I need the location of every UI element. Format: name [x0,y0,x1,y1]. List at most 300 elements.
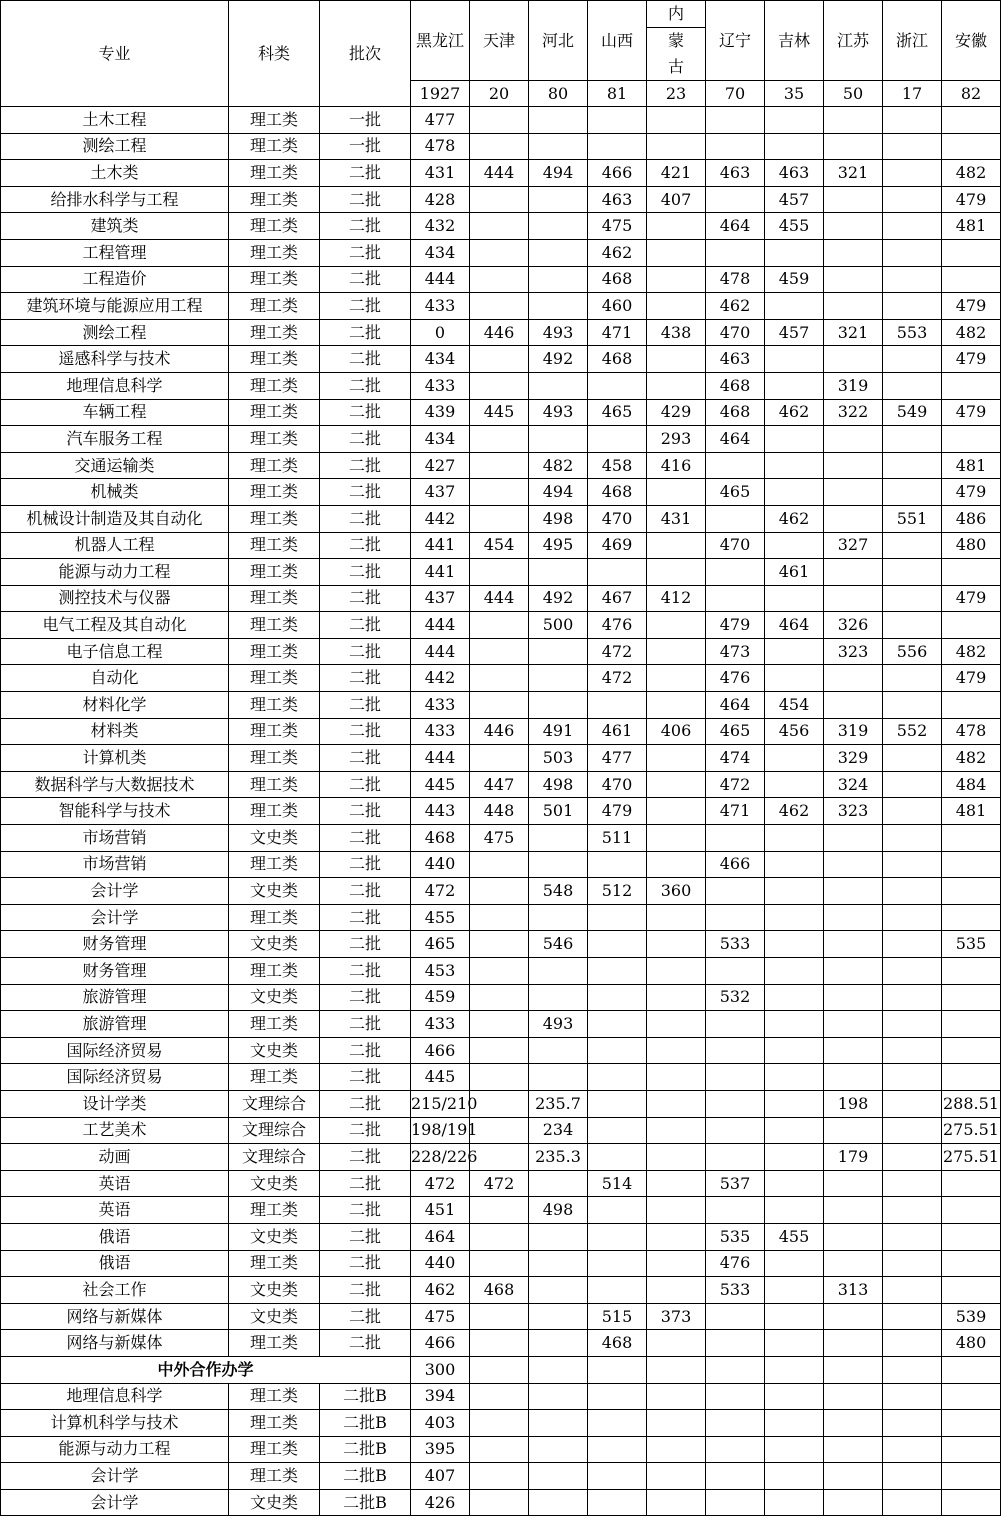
score-cell: 441 [411,559,470,586]
score-cell [883,532,942,559]
score-cell [706,1303,765,1330]
score-cell: 321 [824,160,883,187]
batch-cell: 二批 [320,559,411,586]
score-cell [765,239,824,266]
major-cell: 财务管理 [1,931,229,958]
score-cell: 481 [942,798,1001,825]
score-cell [588,426,647,453]
score-cell [883,426,942,453]
neimenggu-char: 古 [667,57,684,76]
score-cell [588,904,647,931]
table-row [1,612,1001,639]
category-cell: 理工类 [229,213,320,240]
score-cell: 465 [588,399,647,426]
score-cell [470,452,529,479]
score-cell: 0 [411,319,470,346]
category-cell: 理工类 [229,346,320,373]
category-cell: 理工类 [229,293,320,320]
score-cell [824,133,883,160]
score-cell [706,1410,765,1437]
score-cell [647,692,706,719]
score-cell [647,1250,706,1277]
score-cell [765,665,824,692]
score-cell [765,1383,824,1410]
score-cell [883,133,942,160]
score-cell [588,1064,647,1091]
score-cell [765,107,824,134]
score-cell: 198/191 [411,1117,470,1144]
category-cell: 文史类 [229,825,320,852]
category-cell: 理工类 [229,771,320,798]
category-cell: 理工类 [229,107,320,134]
score-cell [647,532,706,559]
batch-cell: 二批 [320,426,411,453]
score-cell [706,1090,765,1117]
table-row [1,931,1001,958]
score-cell [824,1037,883,1064]
score-cell [883,1197,942,1224]
table-row [1,346,1001,373]
score-cell [765,771,824,798]
score-cell: 373 [647,1303,706,1330]
category-cell: 理工类 [229,452,320,479]
score-cell: 478 [706,266,765,293]
score-cell [470,1011,529,1038]
score-cell: 473 [706,638,765,665]
score-cell: 179 [824,1144,883,1171]
major-cell: 能源与动力工程 [1,1436,229,1463]
score-cell: 479 [942,293,1001,320]
score-cell: 498 [529,505,588,532]
score-cell: 537 [706,1170,765,1197]
category-cell: 理工类 [229,904,320,931]
score-cell [883,107,942,134]
score-cell: 394 [411,1383,470,1410]
table-row [1,718,1001,745]
score-cell: 463 [706,346,765,373]
score-cell: 464 [706,692,765,719]
section-total: 300 [411,1356,470,1383]
category-cell: 理工类 [229,638,320,665]
score-cell: 486 [942,505,1001,532]
score-cell [883,1436,942,1463]
score-cell [529,665,588,692]
score-cell [824,452,883,479]
score-cell [647,1489,706,1516]
header-quota: 35 [765,81,824,107]
score-cell: 431 [647,505,706,532]
table-row [1,1383,1001,1410]
score-cell [706,1356,765,1383]
score-cell [647,931,706,958]
score-cell [824,1383,883,1410]
category-cell: 理工类 [229,1197,320,1224]
score-cell: 323 [824,638,883,665]
score-cell [529,1170,588,1197]
batch-cell: 二批B [320,1489,411,1516]
category-cell: 理工类 [229,1383,320,1410]
score-cell: 481 [942,213,1001,240]
score-cell: 465 [411,931,470,958]
score-cell: 464 [706,426,765,453]
score-cell [529,1410,588,1437]
score-cell: 468 [588,1330,647,1357]
major-cell: 机器人工程 [1,532,229,559]
score-cell [942,1356,1001,1383]
score-cell [706,1330,765,1357]
score-cell [706,1117,765,1144]
score-cell [647,958,706,985]
score-cell: 512 [588,878,647,905]
score-cell: 465 [706,718,765,745]
score-cell: 466 [411,1330,470,1357]
score-cell [647,266,706,293]
table-row [1,399,1001,426]
score-cell [824,213,883,240]
score-cell [647,559,706,586]
score-cell: 327 [824,532,883,559]
batch-cell: 二批 [320,878,411,905]
batch-cell: 二批 [320,1250,411,1277]
score-cell [470,213,529,240]
batch-cell: 二批 [320,745,411,772]
header-major: 专业 [1,1,229,107]
score-cell [470,1117,529,1144]
score-cell [470,1383,529,1410]
score-cell [647,1436,706,1463]
score-cell [824,426,883,453]
score-cell [765,638,824,665]
score-cell [470,638,529,665]
score-cell [647,1383,706,1410]
score-cell: 468 [706,372,765,399]
score-cell: 454 [765,692,824,719]
score-cell [942,958,1001,985]
table-row [1,1170,1001,1197]
batch-cell: 二批 [320,771,411,798]
score-cell: 479 [942,186,1001,213]
score-cell [588,931,647,958]
score-cell: 472 [411,1170,470,1197]
score-cell [706,505,765,532]
score-cell [942,1463,1001,1490]
score-cell [824,958,883,985]
score-cell: 360 [647,878,706,905]
major-cell: 设计学类 [1,1090,229,1117]
major-cell: 俄语 [1,1223,229,1250]
score-cell [647,745,706,772]
score-cell [470,745,529,772]
score-cell [765,878,824,905]
score-cell: 464 [411,1223,470,1250]
score-cell [647,638,706,665]
batch-cell: 二批 [320,1011,411,1038]
score-cell [765,532,824,559]
score-cell [588,559,647,586]
score-cell [883,186,942,213]
score-cell [765,1170,824,1197]
score-cell [647,1197,706,1224]
score-cell [588,1144,647,1171]
category-cell: 理工类 [229,1064,320,1091]
score-cell [529,1064,588,1091]
header-province: 河北 [529,1,588,81]
score-cell: 464 [765,612,824,639]
header-province: 天津 [470,1,529,81]
score-cell [765,1064,824,1091]
score-cell: 477 [411,107,470,134]
score-cell [824,1436,883,1463]
score-cell: 433 [411,1011,470,1038]
score-cell [824,1197,883,1224]
score-cell [529,559,588,586]
score-cell [883,1463,942,1490]
score-cell [647,1117,706,1144]
score-cell: 468 [411,825,470,852]
category-cell: 理工类 [229,133,320,160]
category-cell: 理工类 [229,319,320,346]
score-cell [824,559,883,586]
score-cell [765,133,824,160]
header-quota: 82 [942,81,1001,107]
major-cell: 工程管理 [1,239,229,266]
score-cell [942,1410,1001,1437]
score-cell [765,1250,824,1277]
score-cell [588,1410,647,1437]
score-cell [588,1277,647,1304]
score-cell [470,505,529,532]
score-cell [824,1250,883,1277]
score-cell: 433 [411,372,470,399]
score-cell [765,1090,824,1117]
score-cell: 532 [706,984,765,1011]
score-cell [647,1170,706,1197]
score-cell: 474 [706,745,765,772]
score-cell [647,904,706,931]
score-cell: 482 [942,745,1001,772]
score-cell [883,612,942,639]
table-row [1,505,1001,532]
score-cell: 198 [824,1090,883,1117]
major-cell: 市场营销 [1,851,229,878]
category-cell: 理工类 [229,505,320,532]
table-row [1,878,1001,905]
score-cell: 500 [529,612,588,639]
score-cell [706,107,765,134]
score-cell: 288.51 [942,1090,1001,1117]
score-cell: 469 [588,532,647,559]
score-cell: 432 [411,213,470,240]
score-cell [883,665,942,692]
score-cell: 482 [529,452,588,479]
score-cell: 442 [411,505,470,532]
score-cell: 275.51 [942,1144,1001,1171]
table-row [1,319,1001,346]
batch-cell: 二批 [320,1223,411,1250]
score-cell [765,825,824,852]
score-cell: 472 [411,878,470,905]
score-cell: 533 [706,931,765,958]
score-cell: 463 [706,160,765,187]
category-cell: 理工类 [229,1436,320,1463]
score-cell: 457 [765,186,824,213]
table-row [1,133,1001,160]
score-cell [883,904,942,931]
score-cell [824,878,883,905]
category-cell: 文史类 [229,984,320,1011]
score-cell [883,1117,942,1144]
score-cell: 476 [706,665,765,692]
header-province: 黑龙江 [411,1,470,81]
category-cell: 理工类 [229,958,320,985]
score-cell [765,931,824,958]
score-cell [824,1463,883,1490]
major-cell: 工艺美术 [1,1117,229,1144]
score-cell: 416 [647,452,706,479]
score-cell: 515 [588,1303,647,1330]
table-row [1,1090,1001,1117]
score-cell [706,825,765,852]
batch-cell: 二批 [320,665,411,692]
score-cell [529,213,588,240]
score-cell [883,692,942,719]
score-cell [706,133,765,160]
score-cell [706,1383,765,1410]
score-cell [470,692,529,719]
score-cell [765,1117,824,1144]
score-cell: 462 [706,293,765,320]
score-cell [824,904,883,931]
score-cell [470,958,529,985]
score-cell [824,1170,883,1197]
header-province-neimenggu-1: 内 [647,1,706,28]
table-row [1,958,1001,985]
score-cell: 444 [411,638,470,665]
score-cell [824,479,883,506]
score-cell: 235.7 [529,1090,588,1117]
table-row [1,984,1001,1011]
score-cell: 448 [470,798,529,825]
header-province: 辽宁 [706,1,765,81]
major-cell: 土木类 [1,160,229,187]
batch-cell: 二批 [320,1277,411,1304]
score-cell [942,984,1001,1011]
category-cell: 理工类 [229,479,320,506]
batch-cell: 二批 [320,958,411,985]
score-cell: 471 [588,319,647,346]
score-cell [883,1383,942,1410]
score-cell [470,1463,529,1490]
category-cell: 理工类 [229,532,320,559]
score-cell: 433 [411,692,470,719]
score-cell [883,984,942,1011]
score-cell [588,1037,647,1064]
score-cell: 493 [529,1011,588,1038]
score-cell [883,585,942,612]
score-cell [647,293,706,320]
score-cell [647,346,706,373]
score-cell [470,1064,529,1091]
score-cell [647,1330,706,1357]
score-cell: 479 [706,612,765,639]
score-cell [706,1463,765,1490]
score-cell: 482 [942,160,1001,187]
score-cell [706,1436,765,1463]
major-cell: 材料化学 [1,692,229,719]
score-cell: 503 [529,745,588,772]
major-cell: 会计学 [1,1489,229,1516]
batch-cell: 二批 [320,1330,411,1357]
score-cell [470,1436,529,1463]
score-cell: 472 [470,1170,529,1197]
score-cell: 484 [942,771,1001,798]
score-cell [883,559,942,586]
score-cell [942,1223,1001,1250]
score-cell: 476 [706,1250,765,1277]
score-cell [942,133,1001,160]
score-cell [647,1223,706,1250]
score-cell: 451 [411,1197,470,1224]
table-row [1,1064,1001,1091]
score-cell [824,1117,883,1144]
score-cell [647,1463,706,1490]
score-cell: 468 [588,266,647,293]
score-cell: 479 [942,399,1001,426]
major-cell: 给排水科学与工程 [1,186,229,213]
score-cell [470,266,529,293]
score-cell: 539 [942,1303,1001,1330]
score-cell: 434 [411,239,470,266]
category-cell: 理工类 [229,1011,320,1038]
score-cell: 459 [411,984,470,1011]
score-cell: 476 [588,612,647,639]
category-cell: 文史类 [229,1277,320,1304]
score-cell [588,958,647,985]
major-cell: 机械类 [1,479,229,506]
major-cell: 会计学 [1,1463,229,1490]
table-row [1,186,1001,213]
score-cell: 275.51 [942,1117,1001,1144]
score-cell [942,107,1001,134]
category-cell: 文史类 [229,931,320,958]
score-cell: 440 [411,851,470,878]
score-cell [588,1463,647,1490]
score-cell [529,1463,588,1490]
score-cell: 443 [411,798,470,825]
table-row [1,452,1001,479]
score-cell [588,1436,647,1463]
score-cell: 437 [411,585,470,612]
score-cell [470,372,529,399]
score-cell: 535 [942,931,1001,958]
score-cell: 464 [706,213,765,240]
category-cell: 文史类 [229,1489,320,1516]
major-cell: 旅游管理 [1,984,229,1011]
score-cell [470,426,529,453]
score-cell [706,559,765,586]
batch-cell: 二批B [320,1436,411,1463]
section-row [1,1356,1001,1383]
score-cell [824,984,883,1011]
score-cell [942,266,1001,293]
score-cell: 428 [411,186,470,213]
batch-cell: 二批 [320,319,411,346]
score-cell [883,1410,942,1437]
score-cell [529,638,588,665]
table-row [1,1463,1001,1490]
score-cell: 546 [529,931,588,958]
score-cell [470,559,529,586]
